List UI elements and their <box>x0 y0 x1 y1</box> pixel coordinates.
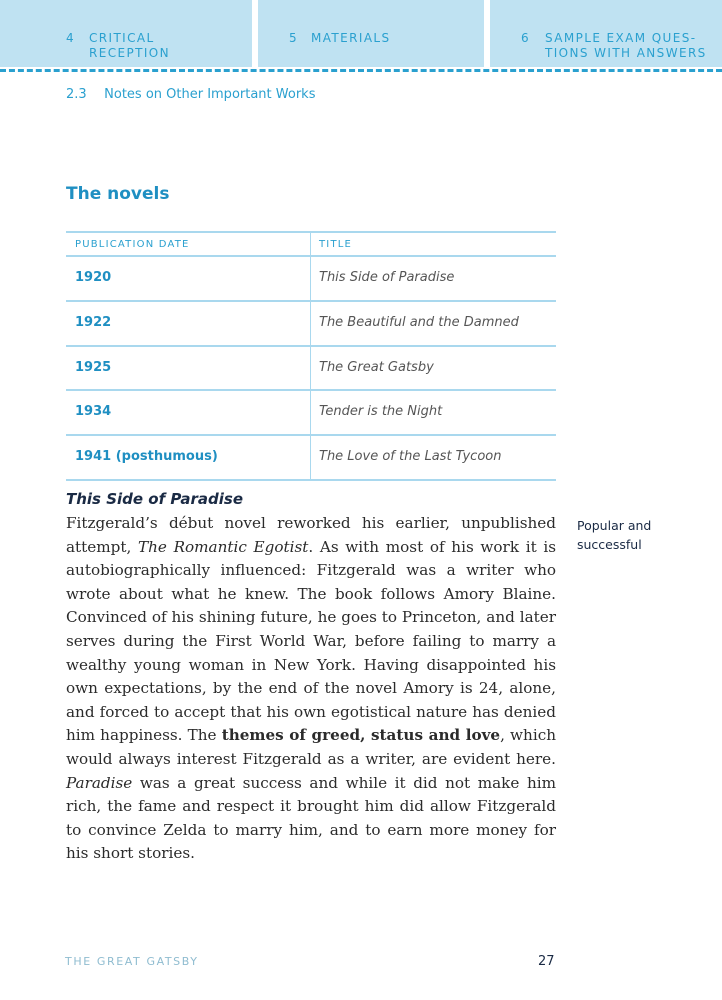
publication-date: 1941 (posthumous) <box>75 449 218 465</box>
column-divider <box>310 233 311 255</box>
novel-title: Tender is the Night <box>319 404 443 420</box>
tab-materials[interactable] <box>258 0 484 67</box>
publication-date: 1922 <box>75 314 112 330</box>
publication-date: 1920 <box>75 270 112 285</box>
margin-note: Popular and successful <box>577 518 652 552</box>
text-run: , which would always interest Fitzgerald as a writer, are evident here. <box>66 726 556 768</box>
section-title: Notes on Other Important Works <box>104 87 316 102</box>
column-header-title: TITLE <box>319 239 353 250</box>
chapter-nav <box>0 0 722 69</box>
novels-table <box>66 231 556 481</box>
page-heading: The novels <box>66 184 170 204</box>
subheading: This Side of Paradise <box>66 490 243 508</box>
column-divider <box>310 436 311 479</box>
italic-title: Paradise <box>66 773 133 792</box>
column-header-date: PUBLICATION DATE <box>75 239 190 250</box>
tab-number: 4 <box>66 31 76 45</box>
text-run: Fitzgerald’s début novel reworked his earlier, unpublished attempt, <box>66 514 556 556</box>
table-header-row <box>66 231 556 257</box>
bold-emphasis: themes of greed, status and love <box>221 726 501 745</box>
table-row <box>66 257 556 302</box>
table-row <box>66 302 556 347</box>
running-footer-title: THE GREAT GATSBY <box>65 955 199 968</box>
table-row <box>66 347 556 392</box>
italic-title: The Romantic Egotist <box>138 537 309 556</box>
text-run: was a great success and while it did not make him rich, the fame and respect it brought him did allow Fitzgerald to convince Zelda to marry him, and to earn more money for his short stories. <box>66 773 556 863</box>
tab-label: MATERIALS <box>311 31 391 45</box>
section-reference <box>66 87 315 102</box>
section-number: 2.3 <box>66 87 87 102</box>
tab-critical-reception[interactable] <box>0 0 252 67</box>
header-divider <box>0 69 722 72</box>
text-run: . As with most of his work it is autobiographically influenced: Fitzgerald was a writer who wrote about what he knew. The book follows Amory Blaine. Convinced of his shining future, he goes to Princeton, and later serves during the First World War, before failing to marry a wealthy young woman in New York. Having disappointed his own expectations, by the end of the novel Amory is 24, alone, and forced to accept that his own egotistical nature has denied him happiness. The <box>66 537 556 745</box>
tab-number: 6 <box>521 31 531 45</box>
publication-date: 1925 <box>75 359 112 375</box>
tab-sample-exam-questions[interactable] <box>490 0 722 67</box>
page-number: 27 <box>538 954 555 969</box>
table-row <box>66 391 556 436</box>
column-divider <box>310 257 311 300</box>
column-divider <box>310 302 311 345</box>
tab-label: CRITICAL RECEPTION <box>89 31 171 60</box>
novel-title: This Side of Paradise <box>319 270 455 285</box>
column-divider <box>310 391 311 434</box>
novel-title: The Great Gatsby <box>319 359 434 375</box>
body-paragraph <box>66 512 556 866</box>
table-row <box>66 436 556 481</box>
tab-label: SAMPLE EXAM QUES- TIONS WITH ANSWERS <box>545 31 707 60</box>
column-divider <box>310 347 311 390</box>
novel-title: The Love of the Last Tycoon <box>319 449 502 465</box>
tab-number: 5 <box>289 31 299 45</box>
novel-title: The Beautiful and the Damned <box>319 314 519 330</box>
publication-date: 1934 <box>75 404 112 420</box>
